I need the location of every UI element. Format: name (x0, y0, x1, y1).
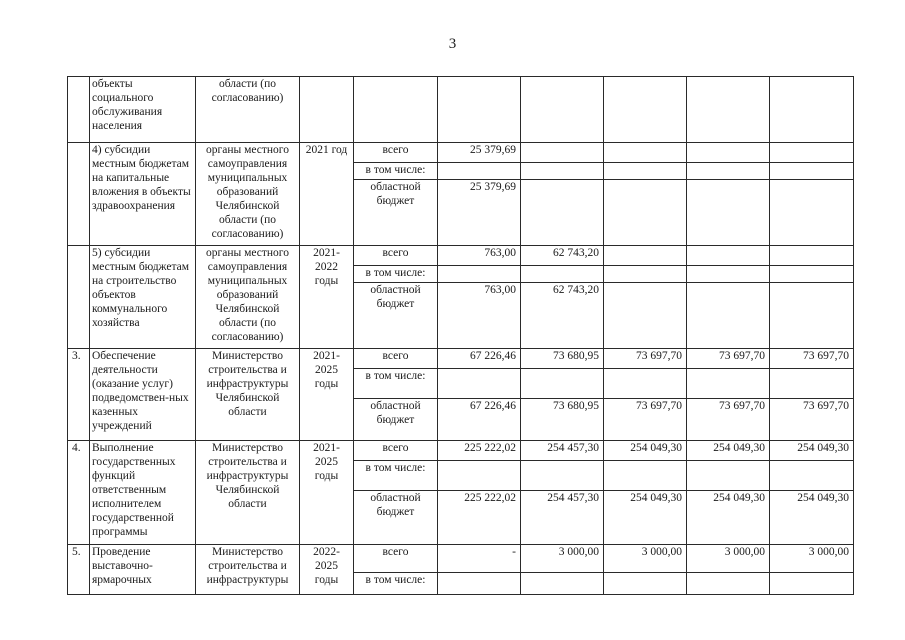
funding-source: в том числе: (354, 573, 438, 595)
funding-value: 254 049,30 (604, 441, 687, 461)
funding-value (687, 369, 770, 399)
funding-value: 3 000,00 (604, 545, 687, 573)
funding-value (521, 143, 604, 163)
funding-value (438, 266, 521, 283)
funding-value (438, 163, 521, 180)
empty-cell (521, 77, 604, 143)
executor: Министерство строительства и инфраструктуры Челябинской области (196, 441, 300, 545)
implementation-years: 2022-2025 годы (300, 545, 354, 595)
funding-value (770, 246, 854, 266)
funding-value: 73 697,70 (604, 349, 687, 369)
funding-value: 73 697,70 (604, 399, 687, 441)
row-number (68, 77, 90, 143)
funding-source: областной бюджет (354, 180, 438, 246)
table-row (68, 246, 854, 266)
row-number: 5. (68, 545, 90, 595)
funding-source: в том числе: (354, 369, 438, 399)
executor: Министерство строительства и инфраструктуры (196, 545, 300, 595)
funding-value (687, 461, 770, 491)
executor: органы местного самоуправления муниципальных образований Челябинской области (по согласованию) (196, 143, 300, 246)
funding-value (521, 461, 604, 491)
funding-value: 225 222,02 (438, 441, 521, 461)
funding-value: 254 457,30 (521, 441, 604, 461)
funding-value: 67 226,46 (438, 349, 521, 369)
funding-value (521, 180, 604, 246)
funding-value: 67 226,46 (438, 399, 521, 441)
implementation-years: 2021-2025 годы (300, 441, 354, 545)
funding-value: 254 049,30 (687, 491, 770, 545)
row-number: 3. (68, 349, 90, 441)
table-row (68, 349, 854, 369)
funding-value (604, 180, 687, 246)
row-number: 4. (68, 441, 90, 545)
funding-value (604, 283, 687, 349)
funding-value (770, 163, 854, 180)
empty-cell (687, 77, 770, 143)
funding-value (687, 180, 770, 246)
funding-value: 25 379,69 (438, 143, 521, 163)
funding-value (687, 573, 770, 595)
funding-source: всего (354, 545, 438, 573)
funding-value (687, 163, 770, 180)
funding-value (438, 369, 521, 399)
funding-value: 73 680,95 (521, 399, 604, 441)
empty-cell (604, 77, 687, 143)
funding-value (521, 369, 604, 399)
funding-source: областной бюджет (354, 283, 438, 349)
measure-name: Обеспечение деятельности (оказание услуг) подведомствен-ных казенных учреждений (90, 349, 196, 441)
funding-source: всего (354, 143, 438, 163)
funding-source: областной бюджет (354, 491, 438, 545)
funding-source: в том числе: (354, 461, 438, 491)
table-row (68, 545, 854, 573)
funding-value: 73 697,70 (687, 349, 770, 369)
empty-cell (438, 77, 521, 143)
funding-source: всего (354, 246, 438, 266)
funding-value (604, 573, 687, 595)
empty-cell (770, 77, 854, 143)
funding-value: 225 222,02 (438, 491, 521, 545)
funding-value (604, 163, 687, 180)
funding-value (770, 573, 854, 595)
funding-value (770, 143, 854, 163)
table-row (68, 143, 854, 163)
funding-value (521, 266, 604, 283)
funding-value: 73 697,70 (770, 399, 854, 441)
funding-value (687, 143, 770, 163)
funding-value: 73 680,95 (521, 349, 604, 369)
row-number (68, 143, 90, 246)
funding-value: 254 049,30 (770, 491, 854, 545)
implementation-years (300, 77, 354, 143)
funding-value: 62 743,20 (521, 283, 604, 349)
table-row (68, 441, 854, 461)
funding-value: 25 379,69 (438, 180, 521, 246)
budget-table (67, 76, 854, 595)
funding-value (770, 283, 854, 349)
funding-value (438, 461, 521, 491)
measure-name: 5) субсидии местным бюджетам на строительство объектов коммунального хозяйства (90, 246, 196, 349)
funding-source: областной бюджет (354, 399, 438, 441)
funding-source: в том числе: (354, 163, 438, 180)
funding-value: 254 049,30 (687, 441, 770, 461)
funding-value (604, 369, 687, 399)
funding-value: 73 697,70 (770, 349, 854, 369)
implementation-years: 2021 год (300, 143, 354, 246)
funding-value (521, 573, 604, 595)
measure-name: Проведение выставочно-ярмарочных (90, 545, 196, 595)
funding-value: - (438, 545, 521, 573)
page-number: 3 (448, 36, 457, 52)
funding-value: 254 049,30 (604, 491, 687, 545)
measure-name: 4) субсидии местным бюджетам на капитальные вложения в объекты здравоохранения (90, 143, 196, 246)
funding-value: 3 000,00 (521, 545, 604, 573)
funding-value (438, 573, 521, 595)
funding-value (521, 163, 604, 180)
implementation-years: 2021-2022 годы (300, 246, 354, 349)
funding-source: всего (354, 349, 438, 369)
funding-value (770, 369, 854, 399)
funding-value: 763,00 (438, 283, 521, 349)
measure-name: объекты социального обслуживания населения (90, 77, 196, 143)
funding-value: 254 457,30 (521, 491, 604, 545)
funding-value: 3 000,00 (770, 545, 854, 573)
measure-name: Выполнение государственных функций ответственным исполнителем государственной программы (90, 441, 196, 545)
funding-value (604, 266, 687, 283)
funding-value (770, 180, 854, 246)
empty-cell (354, 77, 438, 143)
funding-value (770, 461, 854, 491)
funding-value: 62 743,20 (521, 246, 604, 266)
funding-value (770, 266, 854, 283)
executor: Министерство строительства и инфраструктуры Челябинской области (196, 349, 300, 441)
implementation-years: 2021-2025 годы (300, 349, 354, 441)
executor: органы местного самоуправления муниципальных образований Челябинской области (по согласованию) (196, 246, 300, 349)
funding-value: 3 000,00 (687, 545, 770, 573)
funding-value (604, 461, 687, 491)
funding-value (687, 246, 770, 266)
funding-source: всего (354, 441, 438, 461)
funding-value (604, 143, 687, 163)
funding-value (604, 246, 687, 266)
row-number (68, 246, 90, 349)
funding-value: 763,00 (438, 246, 521, 266)
funding-value: 73 697,70 (687, 399, 770, 441)
executor: области (по согласованию) (196, 77, 300, 143)
funding-source: в том числе: (354, 266, 438, 283)
funding-value: 254 049,30 (770, 441, 854, 461)
table-row (68, 77, 854, 143)
funding-value (687, 283, 770, 349)
funding-value (687, 266, 770, 283)
